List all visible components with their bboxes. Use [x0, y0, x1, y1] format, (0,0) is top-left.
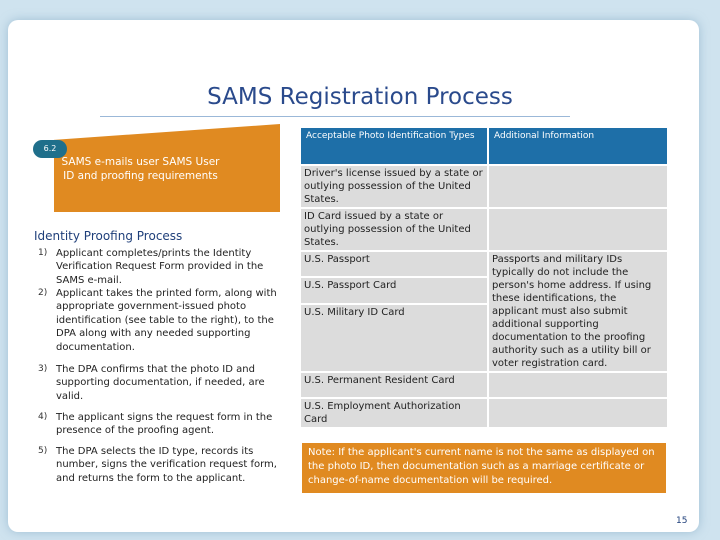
list-item — [38, 287, 278, 363]
table-cell: ID Card issued by a state or outlying possession of the United States. — [301, 209, 487, 250]
table-cell — [489, 373, 667, 397]
column-header-additional-info: Additional Information — [489, 128, 667, 164]
section-title: Identity Proofing Process — [34, 229, 183, 243]
table-row — [301, 209, 667, 250]
table-cell — [489, 399, 667, 427]
step-number: 5) — [38, 446, 48, 456]
callout-text: SAMS e-mails user SAMS User ID and proofing requirements — [61, 156, 220, 182]
id-types-table — [299, 126, 669, 429]
list-item — [38, 445, 278, 485]
table-cell — [489, 166, 667, 207]
page-title: SAMS Registration Process — [207, 84, 513, 110]
list-item — [38, 411, 278, 445]
table-header-row — [301, 128, 667, 164]
list-item — [38, 363, 278, 411]
table-row — [301, 166, 667, 207]
table-cell: U.S. Passport — [301, 252, 487, 276]
step-text: The DPA selects the ID type, records its number, signs the verification request form, and returns the form to the applicant. — [56, 446, 277, 484]
list-item — [38, 247, 278, 287]
table-cell: U.S. Employment Authorization Card — [301, 399, 487, 427]
step-number: 3) — [38, 364, 48, 374]
steps-list — [38, 247, 278, 485]
step-number: 1) — [38, 248, 48, 258]
table-cell: U.S. Passport Card — [301, 278, 487, 302]
table-cell: Driver's license issued by a state or outlying possession of the United States. — [301, 166, 487, 207]
step-number: 4) — [38, 412, 48, 422]
page-number: 15 — [676, 516, 688, 526]
name-change-note: Note: If the applicant's current name is not the same as displayed on the photo ID, then documentation such as a marriage certificate or change-of-name documentation will be required. — [302, 443, 666, 493]
step-badge: 6.2 — [33, 140, 67, 158]
title-divider — [100, 116, 570, 117]
step-number: 2) — [38, 288, 48, 298]
table-cell: U.S. Military ID Card — [301, 305, 487, 371]
table-row — [301, 399, 667, 427]
step-text: Applicant completes/prints the Identity Verification Request Form provided in the SAMS e-mail. — [56, 248, 264, 286]
column-header-id-types: Acceptable Photo Identification Types — [301, 128, 487, 164]
step-text: The DPA confirms that the photo ID and supporting documentation, if needed, are valid. — [56, 364, 265, 402]
table-cell — [489, 209, 667, 250]
table-cell: U.S. Permanent Resident Card — [301, 373, 487, 397]
table-row — [301, 252, 667, 276]
step-text: Applicant takes the printed form, along with appropriate government-issued photo identification (see table to the right), to the DPA along with any needed supporting documentation. — [56, 288, 277, 353]
table-row — [301, 373, 667, 397]
step-text: The applicant signs the request form in the presence of the proofing agent. — [56, 412, 273, 437]
additional-info-cell: Passports and military IDs typically do not include the person's home address. If using these identifications, the applicant must also submit additional supporting documentation to the proofing authority such as a utility bill or voter registration card. — [489, 252, 667, 371]
